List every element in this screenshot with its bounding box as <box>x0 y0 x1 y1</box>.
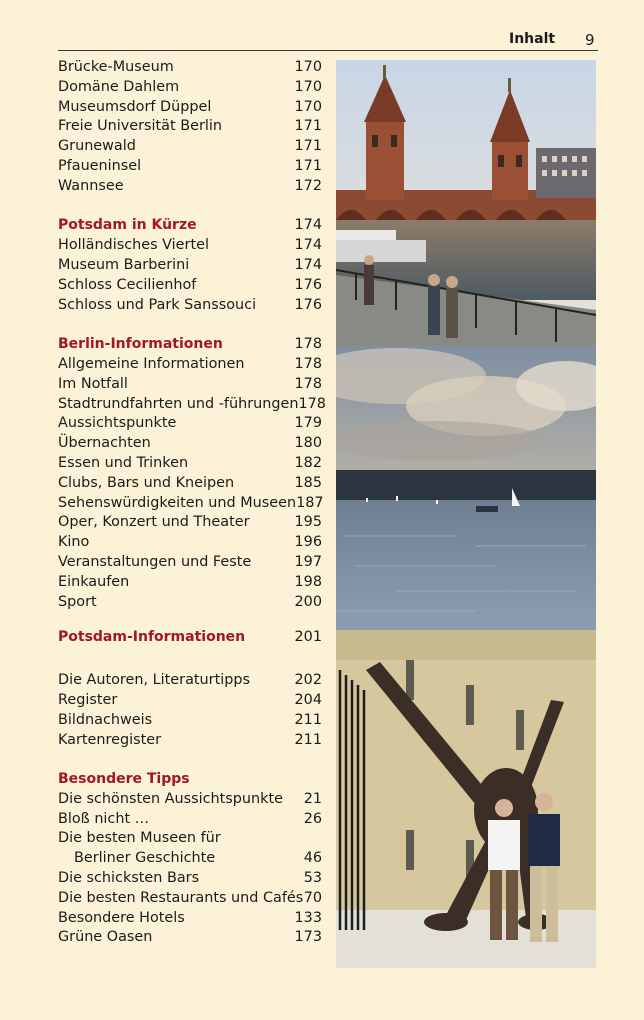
toc-entry <box>58 494 322 514</box>
toc-entry-label: Allgemeine Informationen <box>58 355 245 372</box>
toc-entry-label: Register <box>58 691 118 708</box>
toc-entry-page: 171 <box>294 157 322 174</box>
toc-entry-page: 174 <box>294 256 322 273</box>
toc-entry-label: Die schicksten Bars <box>58 870 200 887</box>
toc-entry-label: Bildnachweis <box>58 711 153 728</box>
toc-entry <box>58 276 322 296</box>
toc-entry-page: 185 <box>294 474 322 491</box>
toc-entry-label: Aussichtspunkte <box>58 415 177 432</box>
toc-entry <box>58 928 322 948</box>
toc-entry <box>58 513 322 533</box>
toc-entry-page: 179 <box>294 415 322 432</box>
page-header-title: Inhalt <box>509 31 556 47</box>
section-heading-potsdam-kurz-page: 174 <box>294 217 322 234</box>
toc-entry <box>58 414 322 434</box>
toc-entry <box>58 790 322 810</box>
toc-entry-page: 198 <box>294 573 322 590</box>
section-heading-besondere-tipps-label: Besondere Tipps <box>58 771 190 788</box>
lake-sailboats-photo <box>336 346 596 630</box>
toc-entry-page: 70 <box>303 889 322 906</box>
toc-entry-label: Veranstaltungen und Feste <box>58 553 252 570</box>
toc-entry-page: 171 <box>294 118 322 135</box>
toc-entry <box>58 177 322 197</box>
toc-entry-page: 176 <box>294 296 322 313</box>
toc-entry <box>58 810 322 830</box>
toc-entry <box>58 869 322 889</box>
toc-entry-page: 46 <box>303 850 322 867</box>
toc-entry-page: 171 <box>294 138 322 155</box>
toc-entry <box>58 711 322 731</box>
toc-entry <box>58 691 322 711</box>
toc-entry-label: Stadtrundfahrten und -führungen <box>58 395 299 412</box>
section-heading-berlin-informationen-label: Berlin-Informationen <box>58 336 223 353</box>
toc-entry-page: 180 <box>294 435 322 452</box>
toc-entry <box>58 829 322 849</box>
section-heading-berlin-informationen <box>58 335 322 355</box>
toc-entry <box>58 137 322 157</box>
toc-entry <box>58 849 322 869</box>
toc-entry <box>58 375 322 395</box>
toc-entry <box>58 296 322 316</box>
toc-entry-page: 170 <box>294 78 322 95</box>
toc-entry-label: Holländisches Viertel <box>58 237 209 254</box>
toc-entry-page: 195 <box>294 514 322 531</box>
section-heading-potsdam-informationen-page: 201 <box>294 629 322 646</box>
toc-entry <box>58 593 322 613</box>
section-gap <box>58 750 322 770</box>
section-heading-potsdam-kurz <box>58 216 322 236</box>
section-heading-potsdam-informationen-label: Potsdam-Informationen <box>58 629 246 646</box>
toc-entry-page: 202 <box>294 672 322 689</box>
toc-entry <box>58 236 322 256</box>
toc-entry-label: Oper, Konzert und Theater <box>58 514 250 531</box>
toc-entry-label: Domäne Dahlem <box>58 78 180 95</box>
toc-entry <box>58 117 322 137</box>
toc-entry <box>58 58 322 78</box>
toc-entry-label: Einkaufen <box>58 573 130 590</box>
section-gap <box>58 197 322 217</box>
toc-entry-label: Freie Universität Berlin <box>58 118 222 135</box>
toc-entry-label: Sport <box>58 593 97 610</box>
toc-entry-page: 170 <box>294 59 322 75</box>
sculpture-courtyard-photo <box>336 630 596 968</box>
section-gap <box>58 315 322 335</box>
toc-entry <box>58 98 322 118</box>
toc-entry-page: 196 <box>294 534 322 551</box>
toc-entry-page: 174 <box>294 237 322 254</box>
toc-entry-label: Übernachten <box>58 435 151 452</box>
toc-entry-page: 133 <box>294 909 322 926</box>
toc-entry-label: Im Notfall <box>58 375 128 392</box>
toc-entry-page: 200 <box>294 593 322 610</box>
toc-entry <box>58 454 322 474</box>
oberbaum-bridge-photo <box>336 60 596 346</box>
toc-entry-page: 26 <box>303 810 322 827</box>
toc-entry-label: Clubs, Bars und Kneipen <box>58 474 235 491</box>
toc-entry <box>58 474 322 494</box>
toc-entry <box>58 78 322 98</box>
toc-entry-page: 182 <box>294 454 322 471</box>
toc-entry-label: Pfaueninsel <box>58 157 142 174</box>
toc-entry-page: 204 <box>294 691 322 708</box>
toc-entry <box>58 553 322 573</box>
toc-entry-label: Die schönsten Aussichtspunkte <box>58 790 283 807</box>
toc-entry <box>58 909 322 929</box>
toc-entry-page: 173 <box>294 929 322 946</box>
toc-entry <box>58 731 322 751</box>
toc-entry-label: Schloss und Park Sanssouci <box>58 296 257 313</box>
toc-entry-page: 170 <box>294 98 322 115</box>
toc-entry-label: Museum Barberini <box>58 256 190 273</box>
toc-entry <box>58 157 322 177</box>
toc-entry-page: 53 <box>303 870 322 887</box>
toc-entry <box>58 889 322 909</box>
section-heading-berlin-informationen-page: 178 <box>294 336 322 353</box>
toc-entry-label: Besondere Hotels <box>58 909 185 926</box>
section-heading-potsdam-informationen <box>58 628 322 648</box>
section-heading-potsdam-kurz-label: Potsdam in Kürze <box>58 217 197 234</box>
toc-entry-page: 172 <box>294 177 322 194</box>
toc-entry-page: 178 <box>294 355 322 372</box>
toc-entry <box>58 434 322 454</box>
toc-entry <box>58 671 322 691</box>
toc-entry-page: 178 <box>298 395 326 412</box>
toc-entry-label: Kartenregister <box>58 731 162 748</box>
header-divider <box>58 50 598 51</box>
toc-entry-page: 178 <box>294 375 322 392</box>
toc-entry-page: 211 <box>294 731 322 748</box>
toc-entry-label: Grunewald <box>58 138 136 155</box>
toc-entry-label: Die Autoren, Literaturtipps <box>58 672 250 689</box>
section-gap <box>58 648 322 671</box>
toc-entry-label: Museumsdorf Düppel <box>58 98 212 115</box>
toc-entry-page: 176 <box>294 276 322 293</box>
toc-entry <box>58 533 322 553</box>
toc-entry <box>58 395 326 415</box>
toc-entry-label: Essen und Trinken <box>58 454 189 471</box>
table-of-contents <box>58 58 326 948</box>
toc-entry-label: Brücke-Museum <box>58 59 174 75</box>
toc-entry-label: Bloß nicht … <box>58 810 150 827</box>
toc-entry-page: 21 <box>303 790 322 807</box>
toc-entry-label: Die besten Museen für <box>58 830 221 847</box>
section-gap <box>58 612 322 628</box>
toc-entry-label: Schloss Cecilienhof <box>58 276 197 293</box>
toc-entry-page: 197 <box>294 553 322 570</box>
toc-entry-label: Berliner Geschichte <box>74 850 216 867</box>
toc-entry-label: Kino <box>58 534 90 551</box>
toc-entry-label: Grüne Oasen <box>58 929 153 946</box>
toc-entry-page: 187 <box>296 494 324 511</box>
toc-entry <box>58 355 322 375</box>
section-heading-besondere-tipps <box>58 770 322 790</box>
toc-entry-label: Wannsee <box>58 177 124 194</box>
toc-entry <box>58 256 322 276</box>
toc-entry-page: 211 <box>294 711 322 728</box>
toc-entry-label: Sehenswürdigkeiten und Museen <box>58 494 297 511</box>
page-number: 9 <box>585 31 595 49</box>
toc-entry-label: Die besten Restaurants und Cafés <box>58 889 304 906</box>
toc-entry <box>58 573 322 593</box>
